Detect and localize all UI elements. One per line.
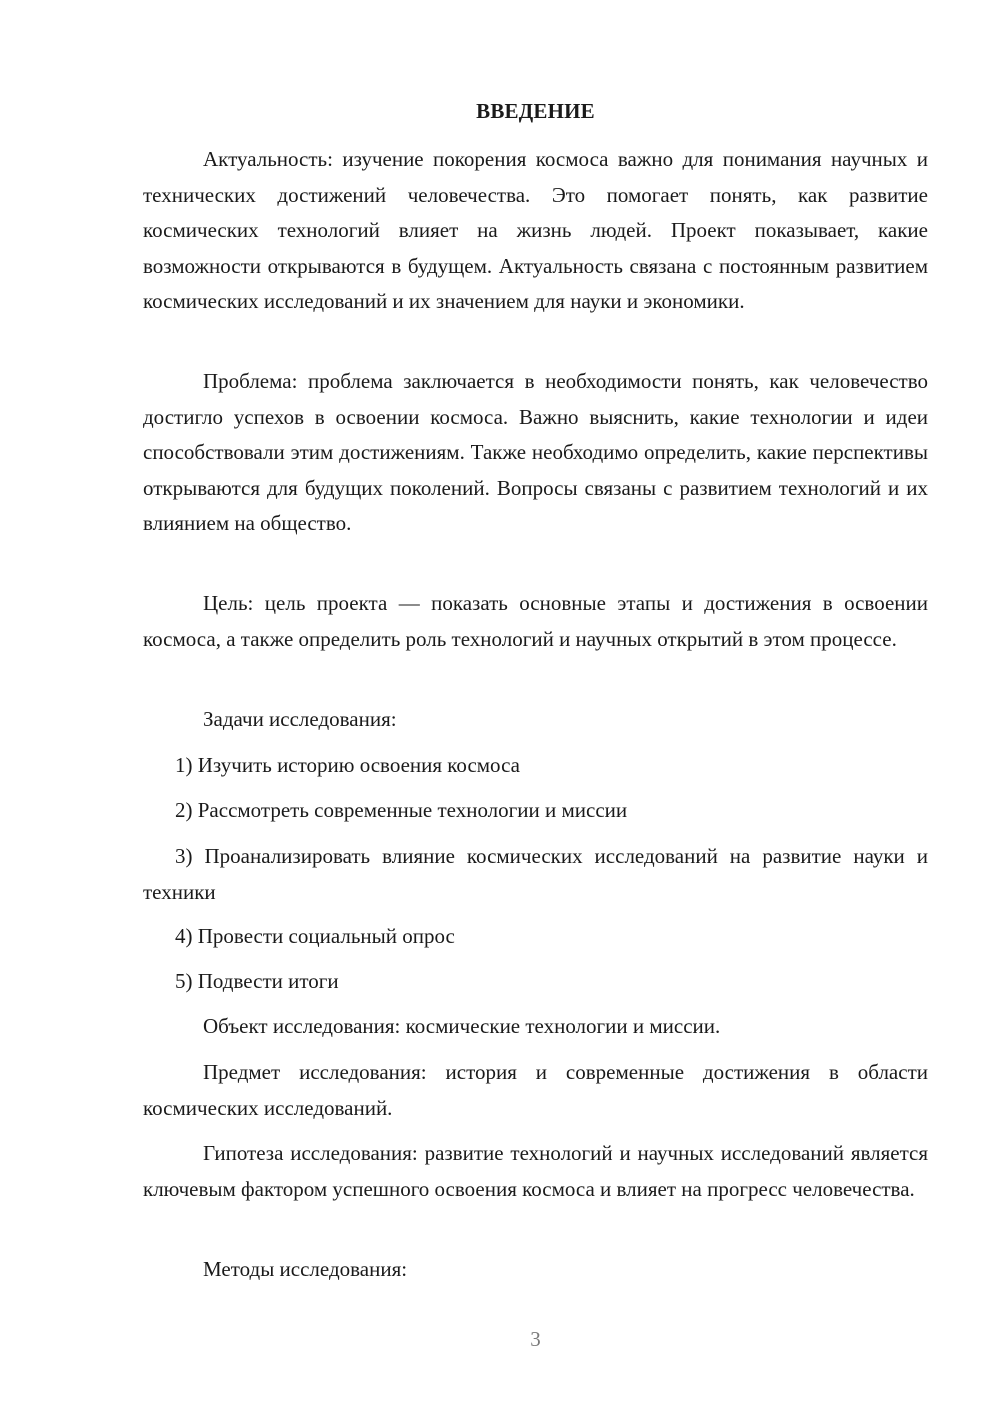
subject-paragraph: Предмет исследования: история и современные достижения в области космических исследований.	[143, 1060, 928, 1120]
methods-heading: Методы исследования:	[203, 1257, 408, 1281]
task-item: 4) Провести социальный опрос	[175, 924, 455, 948]
object-paragraph: Объект исследования: космические технологии и миссии.	[203, 1014, 721, 1038]
task-item: 5) Подвести итоги	[175, 969, 339, 993]
task-item: 3) Проанализировать влияние космических исследований на развитие науки и техники	[143, 844, 928, 904]
tasks-heading: Задачи исследования:	[203, 707, 397, 731]
page-number: 3	[530, 1327, 541, 1351]
relevance-paragraph: Актуальность: изучение покорения космоса важно для понимания научных и технических достижений человечества. Это помогает понять, как развитие космических технологий влияет на жизнь людей. Проект показывает, какие возможности открываются в будущем. Актуальность связана с постоянным развитием космических исследований и их значением для науки и экономики.	[143, 147, 928, 313]
task-item: 2) Рассмотреть современные технологии и миссии	[175, 798, 628, 822]
hypothesis-paragraph: Гипотеза исследования: развитие технологий и научных исследований является ключевым фактором успешного освоения космоса и влияет на прогресс человечества.	[143, 1141, 928, 1201]
task-item: 1) Изучить историю освоения космоса	[175, 753, 520, 777]
goal-paragraph: Цель: цель проекта — показать основные этапы и достижения в освоении космоса, а также определить роль технологий и научных открытий в этом процессе.	[143, 591, 928, 651]
problem-paragraph: Проблема: проблема заключается в необходимости понять, как человечество достигло успехов в освоении космоса. Важно выяснить, какие технологии и идеи способствовали этим достижениям. Также необходимо определить, какие перспективы открываются для будущих поколений. Вопросы связаны с развитием технологий и их влиянием на общество.	[143, 369, 928, 535]
section-title: ВВЕДЕНИЕ	[476, 99, 595, 123]
